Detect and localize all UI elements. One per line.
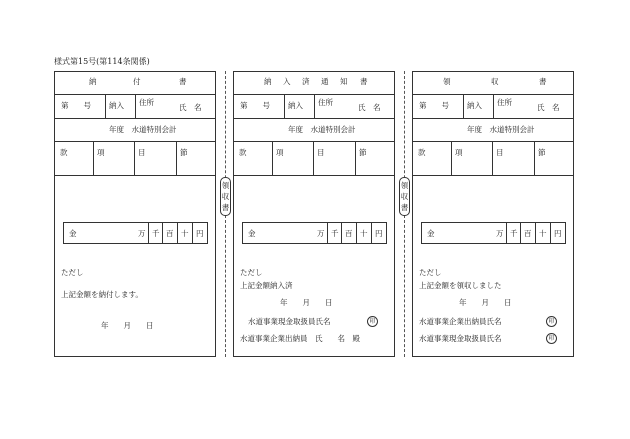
note-label: ただし — [240, 268, 263, 277]
category-setsu: 節 — [359, 148, 367, 157]
note-label: ただし — [61, 268, 84, 277]
unit-hyaku: 百 — [166, 229, 174, 238]
officer-line-2: 水道事業企業出納員 氏 名 殿 — [240, 334, 360, 343]
unit-man: 万 — [496, 229, 504, 238]
officer-line-2: 水道事業現金取扱員氏名 — [419, 334, 502, 343]
payment-notice-panel — [233, 71, 395, 357]
panel-title-char: 領 — [443, 77, 451, 86]
payment-slip-panel — [54, 71, 216, 357]
category-moku: 目 — [138, 148, 146, 157]
unit-juu: 十 — [181, 229, 189, 238]
category-kan: 款 — [60, 148, 68, 157]
panel-title-char: 収 — [491, 77, 499, 86]
panel-title-char: 納 — [264, 77, 272, 86]
separator-label: 領 収 書 — [220, 177, 231, 216]
note-label: ただし — [419, 268, 442, 277]
address-label: 住所 — [318, 98, 333, 107]
unit-hyaku: 百 — [345, 229, 353, 238]
amount-label: 金 — [427, 229, 435, 238]
unit-juu: 十 — [360, 229, 368, 238]
payer-label: 納入 — [288, 101, 303, 110]
year-account: 年度 水道特別会計 — [109, 125, 177, 134]
panel-title-char: 書 — [179, 77, 187, 86]
unit-yen: 円 — [196, 229, 204, 238]
unit-sen: 千 — [510, 229, 518, 238]
amount-label: 金 — [248, 229, 256, 238]
unit-man: 万 — [138, 229, 146, 238]
officer-line-1: 水道事業現金取扱員氏名 — [248, 317, 331, 326]
category-kan: 款 — [418, 148, 426, 157]
date-field: 年 月 日 — [280, 298, 333, 307]
unit-yen: 円 — [554, 229, 562, 238]
unit-man: 万 — [317, 229, 325, 238]
panel-title-char: 付 — [133, 77, 141, 86]
unit-sen: 千 — [152, 229, 160, 238]
payer-label: 納入 — [109, 101, 124, 110]
year-account: 年度 水道特別会計 — [288, 125, 356, 134]
unit-juu: 十 — [539, 229, 547, 238]
date-field: 年 月 日 — [459, 298, 512, 307]
date-field: 年 月 日 — [101, 321, 154, 330]
unit-yen: 円 — [375, 229, 383, 238]
category-kou: 項 — [455, 148, 463, 157]
category-kou: 項 — [276, 148, 284, 157]
number-field: 第 号 — [61, 101, 91, 110]
form-number-label: 様式第15号(第114条関係) — [54, 57, 150, 66]
statement-line: 上記金額を納付します。 — [61, 290, 143, 299]
officer-line-1: 水道事業企業出納員氏名 — [419, 317, 502, 326]
number-field: 第 号 — [240, 101, 270, 110]
panel-title-char: 通 — [321, 77, 329, 86]
category-kou: 項 — [97, 148, 105, 157]
address-label: 住所 — [139, 98, 154, 107]
unit-sen: 千 — [331, 229, 339, 238]
seal-mark: 印 — [546, 316, 557, 327]
category-setsu: 節 — [538, 148, 546, 157]
year-account: 年度 水道特別会計 — [467, 125, 535, 134]
unit-hyaku: 百 — [524, 229, 532, 238]
amount-label: 金 — [69, 229, 77, 238]
name-label: 氏 名 — [358, 103, 381, 112]
panel-title-char: 入 — [283, 77, 291, 86]
panel-title-char: 書 — [360, 77, 368, 86]
panel-title-char: 書 — [539, 77, 547, 86]
name-label: 氏 名 — [537, 103, 560, 112]
payer-label: 納入 — [467, 101, 482, 110]
receipt-panel — [412, 71, 574, 357]
seal-mark: 印 — [546, 333, 557, 344]
address-label: 住所 — [497, 98, 512, 107]
category-moku: 目 — [317, 148, 325, 157]
amount-box — [63, 222, 208, 244]
statement-line: 上記金額納入済 — [240, 281, 293, 290]
number-field: 第 号 — [419, 101, 449, 110]
panel-title-char: 納 — [89, 77, 97, 86]
seal-mark: 印 — [367, 316, 378, 327]
category-kan: 款 — [239, 148, 247, 157]
category-moku: 目 — [496, 148, 504, 157]
amount-box — [242, 222, 387, 244]
panel-title-char: 知 — [340, 77, 348, 86]
name-label: 氏 名 — [179, 103, 202, 112]
category-setsu: 節 — [180, 148, 188, 157]
statement-line: 上記金額を領収しました — [419, 281, 502, 290]
separator-label: 領 収 書 — [399, 177, 410, 216]
amount-box — [421, 222, 566, 244]
panel-title-char: 済 — [302, 77, 310, 86]
